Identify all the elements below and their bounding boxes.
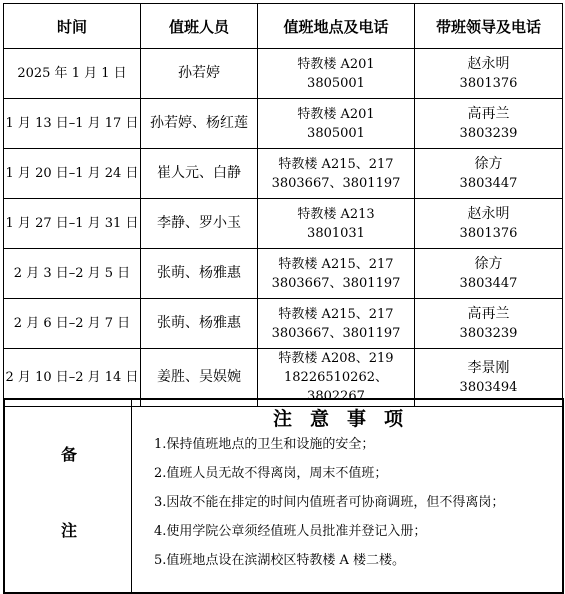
place-room: 特教楼 A201 [297,106,375,122]
cell-place [258,99,415,149]
header-place-phone: 值班地点及电话 [258,4,415,49]
leader-name: 徐方 [474,155,503,172]
leader-phone: 3803494 [459,379,518,395]
leader-name: 李景刚 [467,359,510,376]
cell-time: 2 月 6 日–2 月 7 日 [4,299,141,349]
table-row [4,199,563,249]
header-leader-phone: 带班领导及电话 [415,4,563,49]
place-room: 特教楼 A215、217 [278,156,394,172]
cell-staff: 张萌、杨雅惠 [141,299,258,349]
cell-leader [415,49,563,99]
remarks-label-top: 备 [61,445,78,464]
cell-time: 2 月 3 日–2 月 5 日 [4,249,141,299]
table-row [4,99,563,149]
leader-name: 徐方 [474,255,503,272]
cell-staff: 孙若婷、杨红莲 [141,99,258,149]
note-item: 1.保持值班地点的卫生和设施的安全； [154,437,375,452]
cell-place [258,149,415,199]
remarks-content [132,400,562,592]
cell-leader [415,149,563,199]
cell-leader [415,99,563,149]
place-room: 特教楼 A213 [297,206,375,222]
notes-list [132,430,562,575]
cell-time: 1 月 27 日–1 月 31 日 [4,199,141,249]
place-phone: 3805001 [307,75,365,91]
place-room: 特教楼 A215、217 [278,306,394,322]
leader-name: 赵永明 [467,205,510,222]
cell-place [258,249,415,299]
cell-leader [415,199,563,249]
table-header-row [4,4,563,49]
remarks-label-cell [5,400,132,592]
leader-phone: 3801376 [459,75,518,91]
cell-time: 1 月 13 日–1 月 17 日 [4,99,141,149]
cell-staff: 孙若婷 [141,49,258,99]
cell-leader [415,249,563,299]
table-row [4,49,563,99]
cell-leader [415,299,563,349]
notes-title: 注意事项 [272,408,421,430]
remarks-label-bottom: 注 [61,521,78,540]
cell-staff: 张萌、杨雅惠 [141,249,258,299]
cell-staff: 李静、罗小玉 [141,199,258,249]
cell-time: 2 月 10 日–2 月 14 日 [4,349,141,407]
table-row [4,149,563,199]
header-time: 时间 [4,4,141,49]
duty-table [3,3,563,407]
place-phone: 3803667、3801197 [271,325,401,341]
cell-time: 1 月 20 日–1 月 24 日 [4,149,141,199]
cell-staff: 姜胜、吴娱婉 [141,349,258,407]
remarks-section [3,398,564,594]
header-staff: 值班人员 [141,4,258,49]
cell-time: 2025 年 1 月 1 日 [4,49,141,99]
leader-phone: 3803239 [459,125,518,141]
table-row [4,299,563,349]
place-room: 特教楼 A201 [297,56,375,72]
cell-place [258,299,415,349]
leader-phone: 3803447 [459,175,518,191]
place-room: 特教楼 A215、217 [278,256,394,272]
place-phone: 3801031 [307,225,365,241]
note-item: 3.因故不能在排定的时间内值班者可协商调班，但不得离岗； [154,495,505,510]
note-item: 5.值班地点设在滨湖校区特教楼 A 楼二楼。 [154,553,406,568]
cell-place [258,199,415,249]
place-room: 特教楼 A208、219 [278,351,394,366]
leader-phone: 3803447 [459,275,518,291]
place-phone: 3803667、3801197 [271,175,401,191]
place-phone: 3805001 [307,125,365,141]
cell-place [258,49,415,99]
place-phone: 3803667、3801197 [271,275,401,291]
note-item: 2.值班人员无故不得离岗，周末不值班； [154,466,388,481]
cell-staff: 崔人元、白静 [141,149,258,199]
leader-phone: 3801376 [459,225,518,241]
place-phone: 18226510262、3802267 [284,370,388,404]
leader-name: 高再兰 [467,105,510,122]
leader-name: 高再兰 [467,305,510,322]
leader-phone: 3803239 [459,325,518,341]
table-row [4,249,563,299]
duty-roster [3,3,562,407]
note-item: 4.使用学院公章须经值班人员批准并登记入册； [154,524,427,539]
leader-name: 赵永明 [467,55,510,72]
table-body [4,49,563,407]
